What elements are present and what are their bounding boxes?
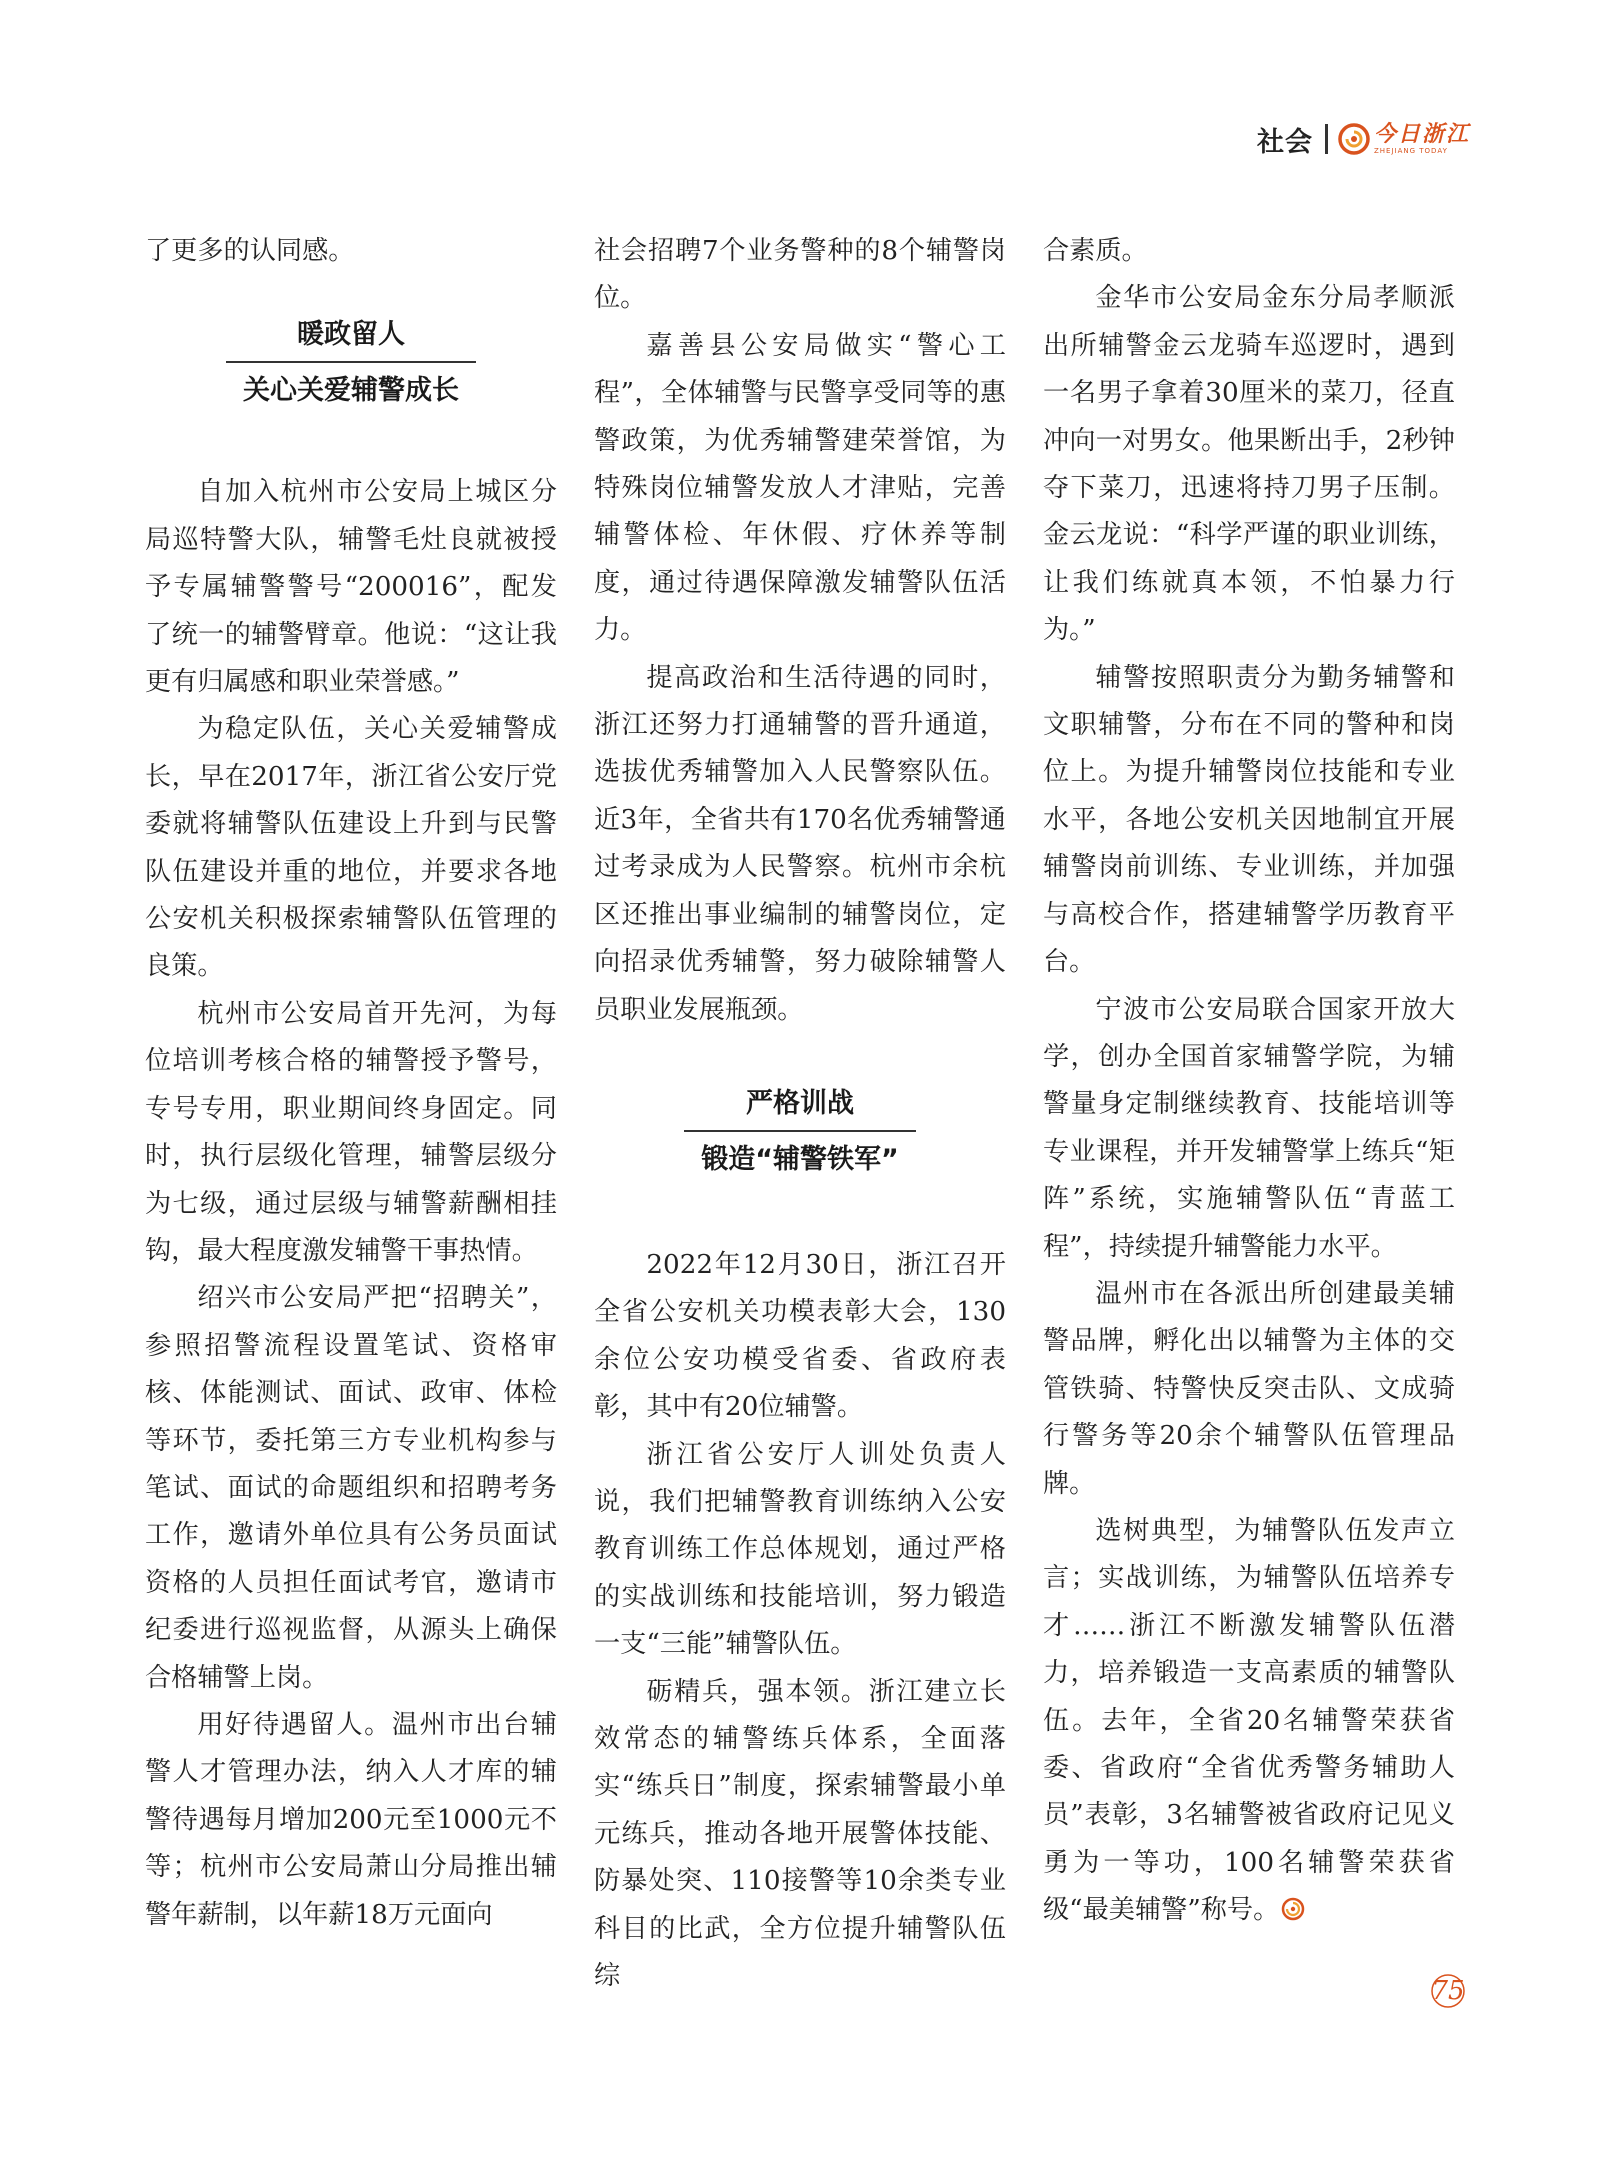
- paragraph: 辅警按照职责分为勤务辅警和文职辅警，分布在不同的警种和岗位上。为提升辅警岗位技能和专业水平，各地公安机关因地制宜开展辅警岗前训练、专业训练，并加强与高校合作，搭建辅警学历教育平台。: [1043, 662, 1455, 978]
- page-header: [1257, 118, 1470, 160]
- paragraph: 了更多的认同感。: [145, 236, 355, 266]
- section-heading: [594, 1084, 1006, 1180]
- page-number: [1430, 1973, 1466, 2009]
- section-heading-subtitle: 锻造“辅警铁军”: [701, 1143, 899, 1175]
- section-heading-title: 暖政留人: [297, 319, 405, 351]
- zhejiang-today-logo: [1338, 123, 1470, 155]
- section-heading-title: 严格训战: [746, 1087, 854, 1119]
- column-3: [1043, 228, 1455, 1935]
- paragraph: 金华市公安局金东分局孝顺派出所辅警金云龙骑车巡逻时，遇到一名男子拿着30厘米的菜刀，径直冲向一对男女。他果断出手，2秒钟夺下菜刀，迅速将持刀男子压制。金云龙说：“科学严谨的职业训练，让我们练就真本领，不怕暴力行为。”: [1043, 283, 1455, 646]
- paragraph: 合素质。: [1043, 236, 1148, 266]
- page-number-text: 75: [1431, 1976, 1465, 2006]
- section-heading-subtitle: 关心关爱辅警成长: [243, 375, 459, 407]
- column-1: [145, 228, 557, 1939]
- section-heading: [145, 315, 557, 411]
- paragraph: 2022年12月30日，浙江召开全省公安机关功模表彰大会，130余位公安功模受省委、省政府表彰，其中有20位辅警。: [594, 1249, 1006, 1423]
- paragraph: 杭州市公安局首开先河，为每位培训考核合格的辅警授予警号，专号专用，职业期间终身固定。同时，执行层级化管理，辅警层级分为七级，通过层级与辅警薪酬相挂钩，最大程度激发辅警干事热情。: [145, 998, 557, 1266]
- logo-chinese-text: 今日浙江: [1373, 121, 1470, 147]
- heading-rule: [684, 1130, 916, 1132]
- end-mark-icon: [1281, 1897, 1305, 1921]
- column-2: [594, 228, 1006, 2000]
- paragraph: 嘉善县公安局做实“警心工程”，全体辅警与民警享受同等的惠警政策，为优秀辅警建荣誉馆，为特殊岗位辅警发放人才津贴，完善辅警体检、年休假、疗休养等制度，通过待遇保障激发辅警队伍活力。: [594, 330, 1006, 646]
- paragraph: 为稳定队伍，关心关爱辅警成长，早在2017年，浙江省公安厅党委就将辅警队伍建设上升到与民警队伍建设并重的地位，并要求各地公安机关积极探索辅警队伍管理的良策。: [145, 714, 557, 982]
- paragraph-text: 选树典型，为辅警队伍发声立言；实战训练，为辅警队伍培养专才……浙江不断激发辅警队伍潜力，培养锻造一支高素质的辅警队伍。去年，全省20名辅警荣获省委、省政府“全省优秀警务辅助人员”表彰，3名辅警被省政府记见义勇为一等功，100名辅警荣获省级“最美辅警”称号。: [1043, 1515, 1455, 1926]
- section-label: 社会: [1256, 126, 1313, 158]
- paragraph: 浙江省公安厅人训处负责人说，我们把辅警教育训练纳入公安教育训练工作总体规划，通过严格的实战训练和技能培训，努力锻造一支“三能”辅警队伍。: [594, 1439, 1006, 1660]
- swirl-logo-icon: [1338, 123, 1370, 155]
- paragraph: 砺精兵，强本领。浙江建立长效常态的辅警练兵体系，全面落实“练兵日”制度，探索辅警最小单元练兵，推动各地开展警体技能、防暴处突、110接警等10余类专业科目的比武，全方位提升辅警队伍综: [594, 1676, 1006, 1991]
- paragraph: 用好待遇留人。温州市出台辅警人才管理办法，纳入人才库的辅警待遇每月增加200元至1000元不等；杭州市公安局萧山分局推出辅警年薪制，以年薪18万元面向: [145, 1709, 557, 1930]
- header-divider: [1325, 124, 1328, 154]
- paragraph: 宁波市公安局联合国家开放大学，创办全国首家辅警学院，为辅警量身定制继续教育、技能培训等专业课程，并开发辅警掌上练兵“矩阵”系统，实施辅警队伍“青蓝工程”，持续提升辅警能力水平。: [1043, 994, 1455, 1262]
- paragraph: 绍兴市公安局严把“招聘关”，参照招警流程设置笔试、资格审核、体能测试、面试、政审、体检等环节，委托第三方专业机构参与笔试、面试的命题组织和招聘考务工作，邀请外单位具有公务员面试资格的人员担任面试考官，邀请市纪委进行巡视监督，从源头上确保合格辅警上岗。: [145, 1283, 557, 1693]
- paragraph: 自加入杭州市公安局上城区分局巡特警大队，辅警毛灶良就被授予专属辅警警号“200016”，配发了统一的辅警臂章。他说：“这让我更有归属感和职业荣誉感。”: [145, 477, 557, 698]
- paragraph: 温州市在各派出所创建最美辅警品牌，孵化出以辅警为主体的交管铁骑、特警快反突击队、文成骑行警务等20余个辅警队伍管理品牌。: [1043, 1278, 1455, 1499]
- paragraph: 社会招聘7个业务警种的8个辅警岗位。: [594, 236, 1006, 314]
- heading-rule: [226, 361, 476, 363]
- paragraph: 提高政治和生活待遇的同时，浙江还努力打通辅警的晋升通道，选拔优秀辅警加入人民警察队伍。近3年，全省共有170名优秀辅警通过考录成为人民警察。杭州市余杭区还推出事业编制的辅警岗位，定向招录优秀辅警，努力破除辅警人员职业发展瓶颈。: [594, 662, 1006, 1025]
- logo-english-text: ZHEJIANG TODAY: [1373, 146, 1448, 155]
- paragraph-last: [1043, 1508, 1455, 1935]
